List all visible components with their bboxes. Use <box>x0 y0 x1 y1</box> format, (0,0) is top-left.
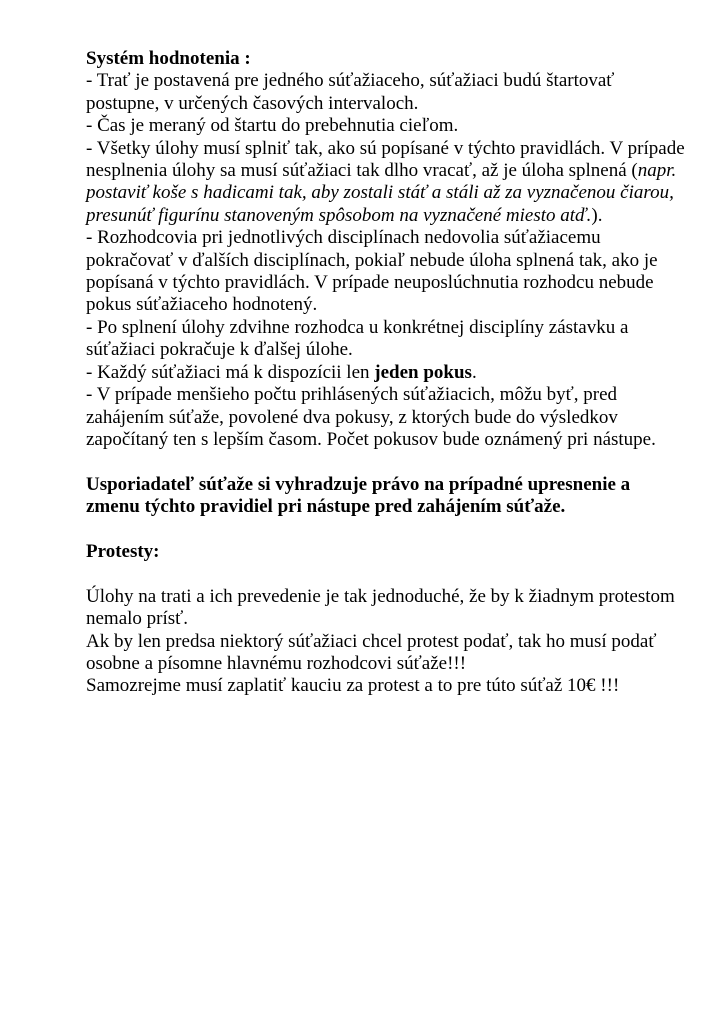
rule-item: - Čas je meraný od štartu do prebehnutia cieľom. <box>86 115 459 137</box>
protest-paragraph: Samozrejme musí zaplatiť kauciu za protest a to pre túto súťaž 10€ !!! <box>86 675 620 697</box>
protest-paragraph: Ak by len predsa niektorý súťažiaci chcel protest podať, tak ho musí podať osobne a písomne hlavnému rozhodcovi súťaže!!! <box>86 630 657 674</box>
rule-example-italic: napr. postaviť koše s hadicami tak, aby zostali stáť a stáli až za vyznačenou čiarou, presunúť figurínu stanoveným spôsobom na vyznačené miesto atď. <box>86 160 677 226</box>
rule-item: - Trať je postavená pre jedného súťažiaceho, súťažiaci budú štartovať postupne, v určených časových intervaloch. <box>86 70 615 114</box>
rule-item: - V prípade menšieho počtu prihlásených súťažiacich, môžu byť, pred zahájením súťaže, povolené dva pokusy, z ktorých bude do výsledkov započítaný ten s lepším časom. Počet pokusov bude oznámený pri nástupe. <box>86 384 656 450</box>
rule-text: - Každý súťažiaci má k dispozícii len <box>86 361 375 383</box>
section-heading-protests: Protesty: <box>86 540 160 562</box>
organizer-notice: Usporiadateľ súťaže si vyhradzuje právo na prípadné upresnenie a zmenu týchto pravidiel pri nástupe pred zahájením súťaže. <box>86 473 631 518</box>
rule-text-end: ). <box>591 204 603 226</box>
document-page <box>86 48 686 698</box>
rule-text: - Všetky úlohy musí splniť tak, ako sú popísané v týchto pravidlách. V prípade nesplnenia úlohy sa musí súťažiaci tak dlho vracať, až je úloha splnená ( <box>86 137 685 182</box>
spacer <box>86 519 686 541</box>
rule-item <box>86 138 686 228</box>
rule-item: - Po splnení úlohy zdvihne rozhodca u konkrétnej disciplíny zástavku a súťažiaci pokračuje k ďalšej úlohe. <box>86 316 629 361</box>
protest-paragraph: Úlohy na trati a ich prevedenie je tak jednoduché, že by k žiadnym protestom nemalo prísť. <box>86 585 675 630</box>
rule-text-end: . <box>471 361 477 383</box>
rule-item <box>86 362 686 384</box>
rule-emphasis-bold: jeden pokus <box>374 361 472 383</box>
spacer <box>86 451 686 473</box>
rule-item: - Rozhodcovia pri jednotlivých disciplínach nedovolia súťažiacemu pokračovať v ďalších disciplínach, pokiaľ nebude úloha splnená tak, ako je popísaná v týchto pravidlách. V prípade neuposlúchnutia rozhodcu nebude pokus súťažiaceho hodnotený. <box>86 227 658 316</box>
section-heading-scoring: Systém hodnotenia : <box>86 48 251 69</box>
spacer <box>86 563 686 585</box>
